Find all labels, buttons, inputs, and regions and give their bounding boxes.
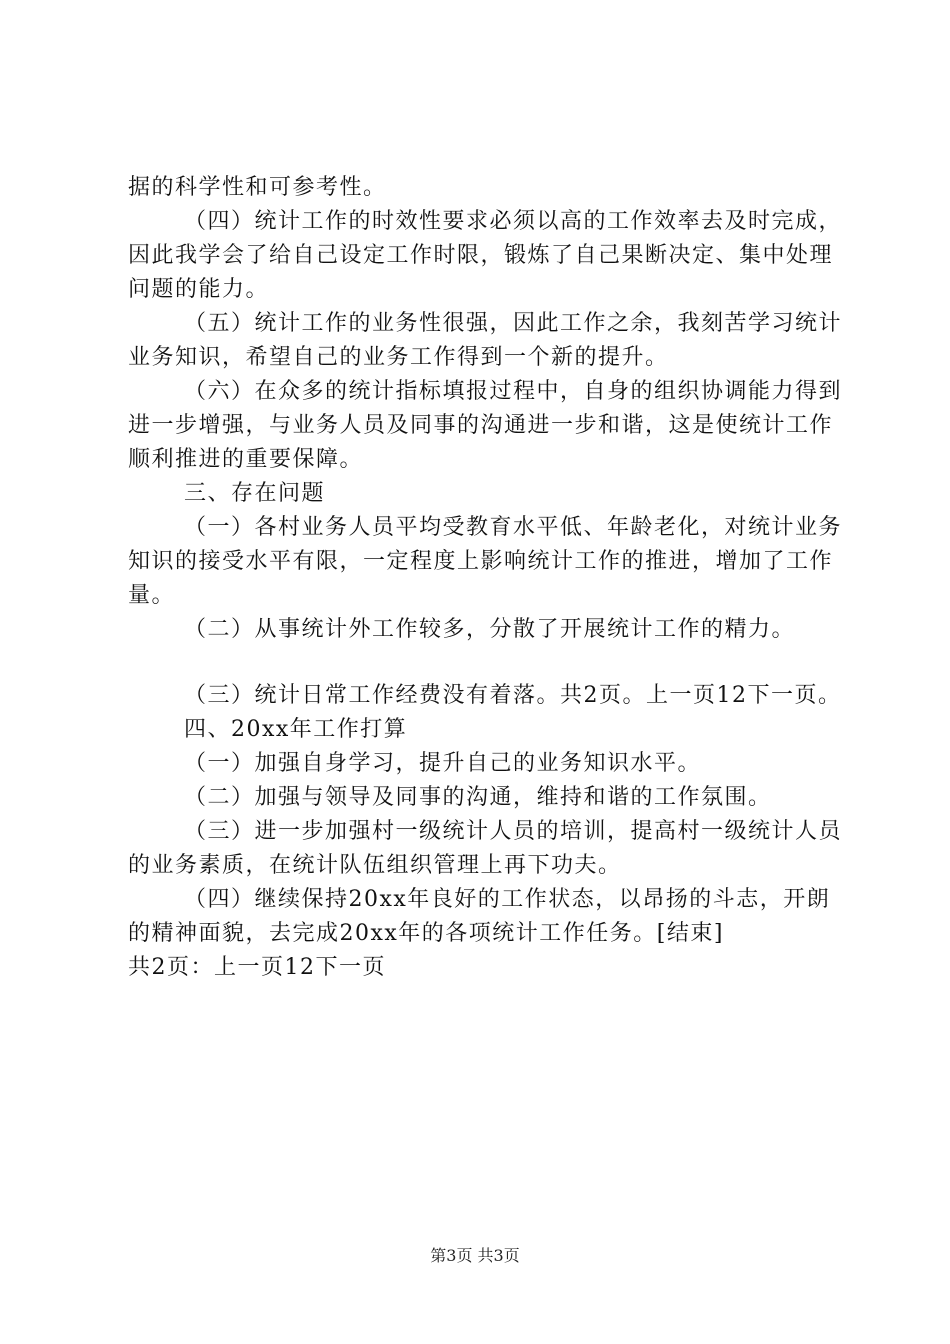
section-heading-problems: 三、存在问题 — [184, 481, 326, 506]
paragraph-item-5-study: （五）统计工作的业务性很强，因此工作之余，我刻苦学习统计业务知识，希望自己的业务工作得到一个新的提升。 — [128, 311, 843, 370]
paragraph-plan-1: （一）加强自身学习，提升自己的业务知识水平。 — [184, 751, 702, 776]
paragraph-problem-1: （一）各村业务人员平均受教育水平低、年龄老化，对统计业务知识的接受水平有限，一定程度上影响统计工作的推进，增加了工作量。 — [128, 515, 843, 608]
document-body — [128, 171, 848, 985]
paragraph-continuation: 据的科学性和可参考性。 — [128, 175, 387, 200]
page-navigation-text: 共2页：上一页12下一页 — [128, 955, 386, 980]
page-footer: 第3页 共3页 — [430, 1246, 520, 1265]
paragraph-plan-3: （三）进一步加强村一级统计人员的培训，提高村一级统计人员的业务素质，在统计队伍组织管理上再下功夫。 — [128, 819, 843, 878]
paragraph-plan-4: （四）继续保持20xx年良好的工作状态，以昂扬的斗志，开朗的精神面貌，去完成20xx年的各项统计工作任务。[结束] — [128, 887, 831, 946]
paragraph-problem-2: （二）从事统计外工作较多，分散了开展统计工作的精力。 — [184, 617, 796, 642]
paragraph-problem-3: （三）统计日常工作经费没有着落。共2页。上一页12下一页。 — [184, 683, 842, 708]
paragraph-item-4-efficiency: （四）统计工作的时效性要求必须以高的工作效率去及时完成，因此我学会了给自己设定工作时限，锻炼了自己果断决定、集中处理问题的能力。 — [128, 209, 843, 302]
paragraph-plan-2: （二）加强与领导及同事的沟通，维持和谐的工作氛围。 — [184, 785, 772, 810]
section-heading-plans: 四、20xx年工作打算 — [184, 717, 408, 742]
paragraph-item-6-coordination: （六）在众多的统计指标填报过程中，自身的组织协调能力得到进一步增强，与业务人员及同事的沟通进一步和谐，这是使统计工作顺利推进的重要保障。 — [128, 379, 843, 472]
